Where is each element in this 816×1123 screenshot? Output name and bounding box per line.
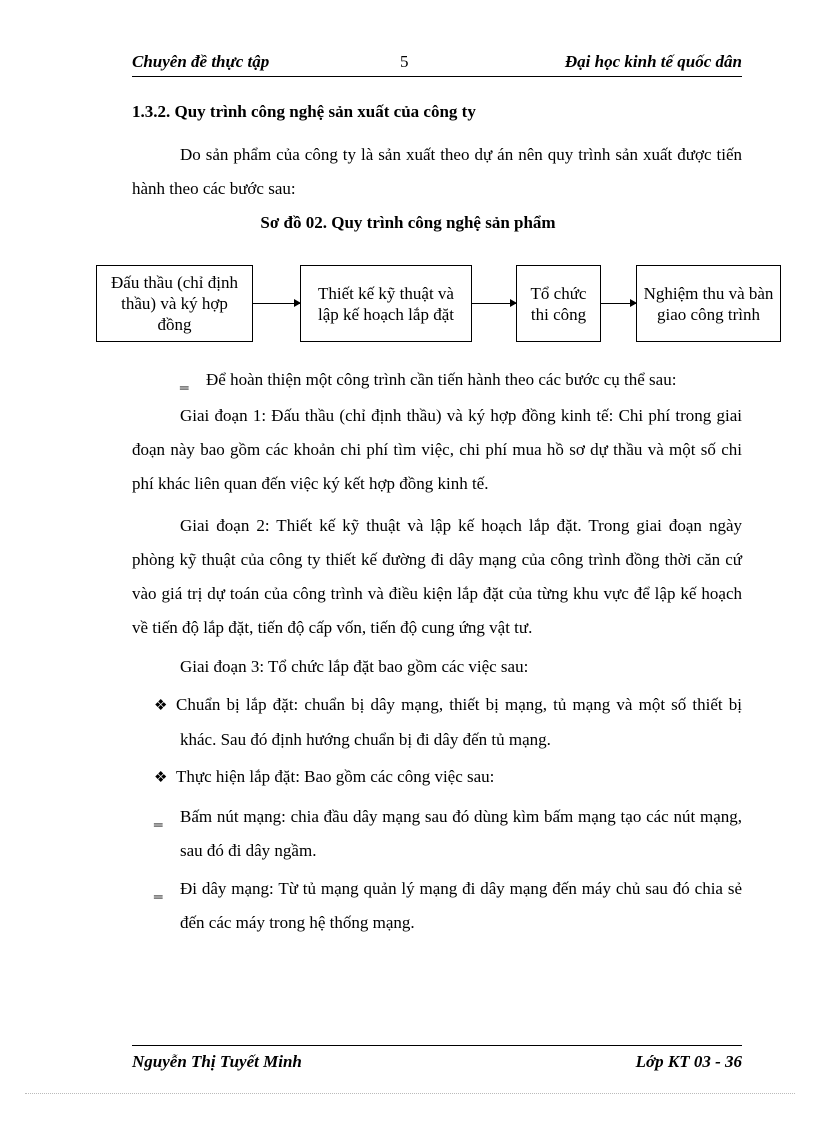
step-label: Đấu thầu (chỉ định thầu) và ký hợp đồng	[111, 273, 238, 334]
step-box-construction	[516, 265, 601, 342]
intro-paragraph: Do sản phẩm của công ty là sản xuất theo dự án nên quy trình sản xuất được tiến hành theo các bước sau:	[132, 145, 742, 198]
page-number: 5	[400, 52, 409, 71]
header-report-title: Chuyên đề thực tập	[132, 52, 270, 71]
arrow-icon	[472, 303, 516, 304]
sub-item-text: Bấm nút mạng: chia đầu dây mạng sau đó dùng kìm bấm mạng tạo các nút mạng, sau đó đi dây ngầm.	[180, 807, 742, 860]
step-label: Thiết kế kỹ thuật và lập kế hoạch lắp đặt	[318, 283, 454, 324]
stage-1-paragraph: Giai đoạn 1: Đấu thầu (chỉ định thầu) và ký hợp đồng kinh tế: Chi phí trong giai đoạn này bao gồm các khoản chi phí tìm việc, chi phí mua hồ sơ dự thầu và một số chi phí khác liên quan đến việc ký kết hợp đồng kinh tế.	[132, 406, 742, 493]
page-edge-divider	[25, 1093, 795, 1094]
step-box-handover	[636, 265, 781, 342]
footer-author: Nguyễn Thị Tuyết Minh	[132, 1052, 302, 1071]
dash-bullet-icon: ‗	[180, 370, 189, 389]
diagram-title: Sơ đồ 02. Quy trình công nghệ sản phẩm	[260, 213, 556, 232]
bullet-text: Chuẩn bị lắp đặt: chuẩn bị dây mạng, thiết bị mạng, tủ mạng và một số thiết bị khác. Sau đó định hướng chuẩn bị đi dây đến tủ mạng.	[176, 695, 742, 749]
bullet-item-install	[132, 760, 742, 795]
stage-3-paragraph: Giai đoạn 3: Tổ chức lắp đặt bao gồm các việc sau:	[180, 657, 529, 676]
bullet-text: Thực hiện lắp đặt: Bao gồm các công việc sau:	[176, 767, 495, 786]
steps-intro-text: Để hoàn thiện một công trình cần tiến hành theo các bước cụ thể sau:	[206, 370, 677, 389]
page-footer	[132, 1045, 742, 1080]
footer-class: Lớp KT 03 - 36	[635, 1052, 742, 1071]
dash-bullet-icon: ‗	[154, 879, 163, 898]
step-label: Tổ chức thi công	[530, 283, 587, 324]
step-label: Nghiệm thu và bàn giao công trình	[643, 283, 774, 324]
arrow-icon	[601, 303, 636, 304]
stage-2-paragraph: Giai đoạn 2: Thiết kế kỹ thuật và lập kế hoạch lắp đặt. Trong giai đoạn ngày phòng kỹ thuật của công ty thiết kế đường đi dây mạng của công trình đồng thời căn cứ vào giá trị dự toán của công trình và điều kiện lắp đặt của từng khu vực để lập kế hoạch về tiến độ lắp đặt, tiến độ cấp vốn, tiến độ cung ứng vật tư.	[132, 516, 742, 637]
section-title: 1.3.2. Quy trình công nghệ sản xuất của công ty	[132, 102, 476, 121]
bullet-item-prepare	[132, 688, 742, 757]
steps-intro-item	[132, 363, 742, 397]
dash-bullet-icon: ‗	[154, 807, 163, 826]
step-box-design	[300, 265, 472, 342]
arrow-icon	[253, 303, 300, 304]
header-university: Đại học kinh tế quốc dân	[564, 52, 742, 71]
sub-item-wiring	[132, 872, 742, 940]
diamond-bullet-icon: ❖	[154, 770, 168, 786]
page-header	[132, 50, 742, 77]
step-box-bidding	[96, 265, 253, 342]
sub-item-text: Đi dây mạng: Từ tủ mạng quản lý mạng đi dây mạng đến máy chủ sau đó chia sẻ đến các máy trong hệ thống mạng.	[180, 879, 742, 932]
sub-item-crimp	[132, 800, 742, 868]
diamond-bullet-icon: ❖	[154, 698, 168, 714]
